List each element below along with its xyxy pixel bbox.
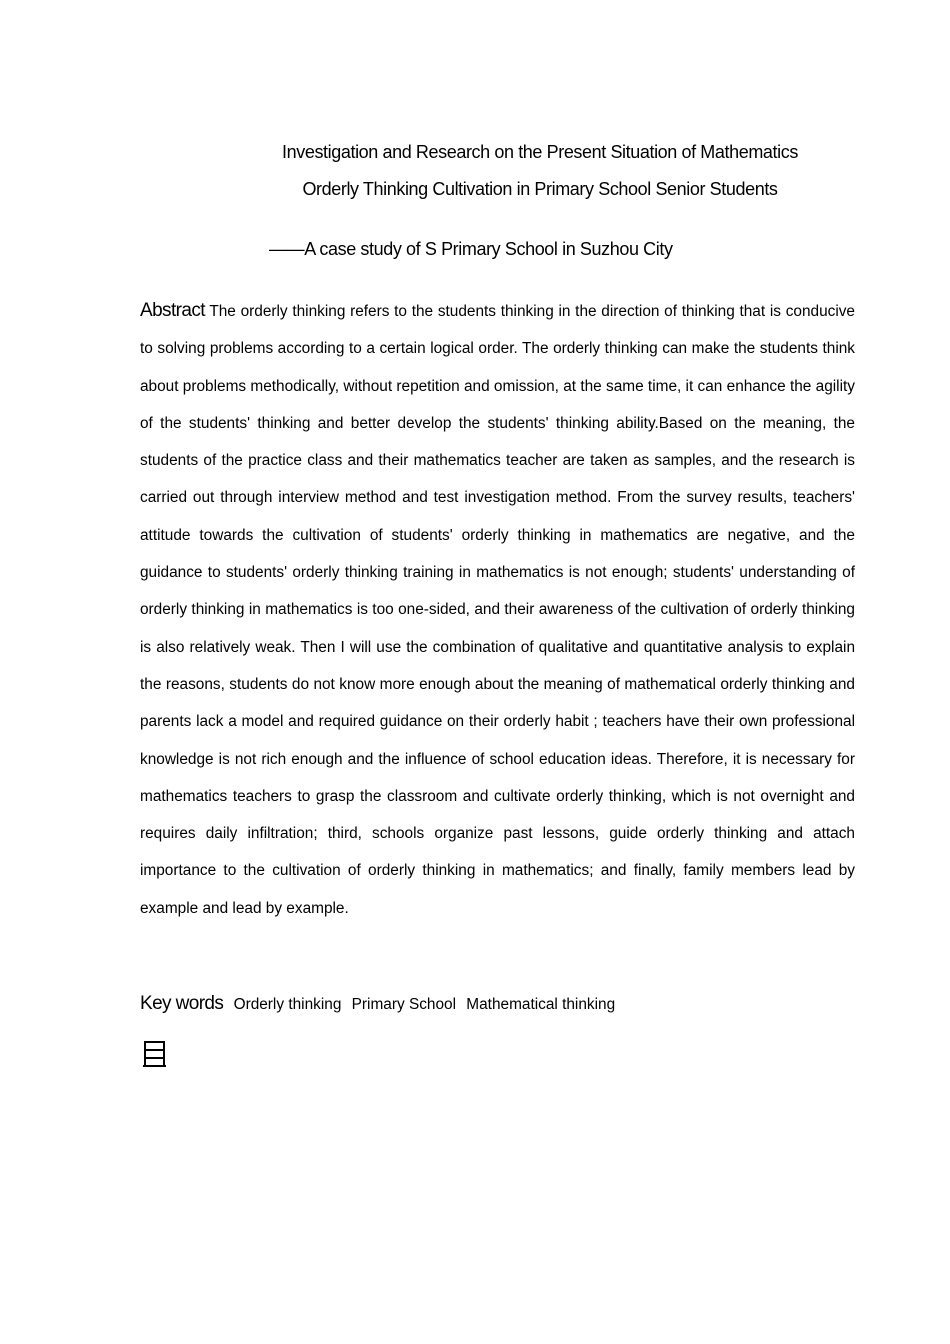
title-line-1: Investigation and Research on the Present Situation of Mathematics [282, 142, 798, 162]
keyword-item: Mathematical thinking [466, 996, 616, 1013]
keywords [140, 989, 621, 1020]
abstract-paragraph [140, 292, 855, 927]
subtitle: ——A case study of S Primary School in Suzhou City [269, 239, 673, 259]
keywords-label: Key words [140, 993, 224, 1014]
toc-heading-glyph [140, 1038, 170, 1072]
keyword-item: Orderly thinking [233, 996, 342, 1013]
title-line-2: Orderly Thinking Cultivation in Primary School Senior Students [302, 179, 778, 199]
toc-heading-icon [140, 1038, 170, 1072]
keyword-item: Primary School [351, 996, 457, 1013]
abstract-text: The orderly thinking refers to the students thinking in the direction of thinking that is conducive to solving problems according to a certain logical order. The orderly thinking can make the students think about problems methodically, without repetition and omission, at the same time, it can enhance the agility of the students' thinking and better develop the students' thinking ability.Based on the meaning, the students of the practice class and their mathematics teacher are taken as samples, and the research is carried out through interview method and test investigation method. From the survey results, teachers' attitude towards the cultivation of students' orderly thinking in mathematics are negative, and the guidance to students' orderly thinking training in mathematics is not enough; students' understanding of orderly thinking in mathematics is too one-sided, and their awareness of the cultivation of orderly thinking is also relatively weak. Then I will use the combination of qualitative and quantitative analysis to explain the reasons, students do not know more enough about the meaning of mathematical orderly thinking and parents lack a model and required guidance on their orderly habit ; teachers have their own professional knowledge is not rich enough and the influence of school education ideas. Therefore, it is necessary for mathematics teachers to grasp the classroom and cultivate orderly thinking, which is not overnight and requires daily infiltration; third, schools organize past lessons, guide orderly thinking and attach importance to the cultivation of orderly thinking in mathematics; and finally, family members lead by example and lead by example. [140, 303, 855, 917]
abstract-label: Abstract [140, 300, 205, 321]
